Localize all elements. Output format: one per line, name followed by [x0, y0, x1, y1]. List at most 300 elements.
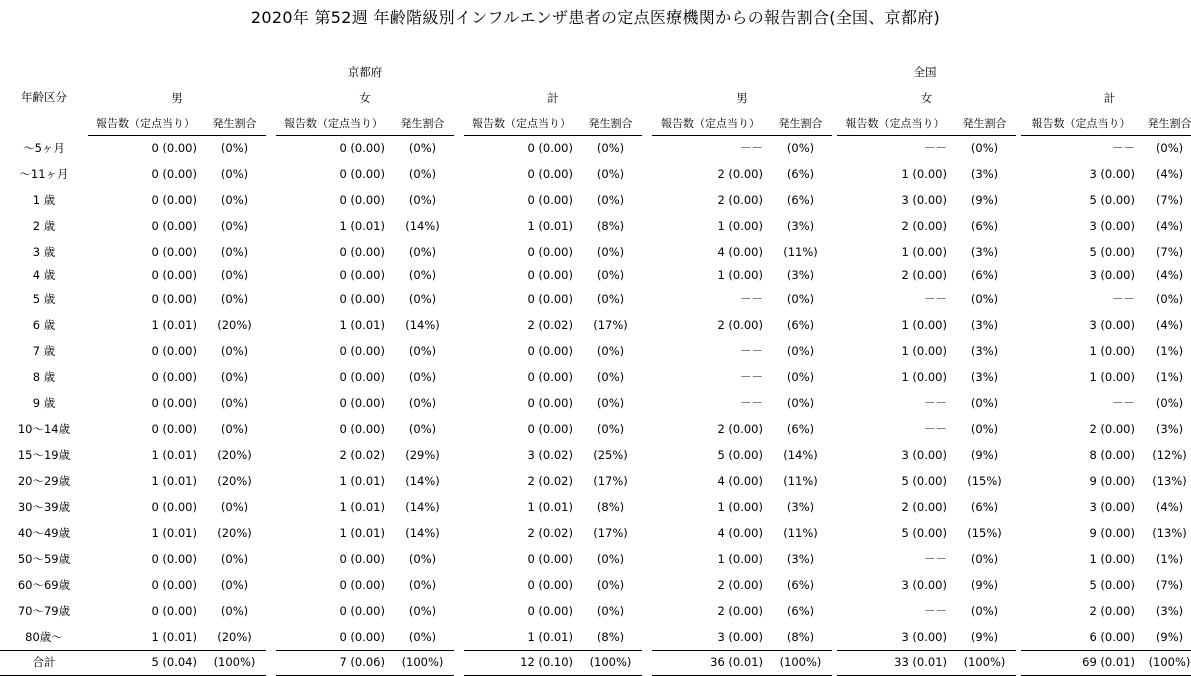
incidence-ratio-cell: (8%)	[596, 218, 625, 233]
incidence-ratio-cell: (0%)	[970, 551, 999, 566]
incidence-ratio-cell: (0%)	[1155, 291, 1184, 306]
report-count-cell: 0 (0.00)	[151, 395, 197, 410]
report-count-cell: 0 (0.00)	[527, 369, 573, 384]
column-gap	[642, 521, 652, 547]
report-count-cell: 5 (0.00)	[901, 473, 947, 488]
report-count-cell: 0 (0.00)	[339, 141, 385, 155]
incidence-ratio-cell: (0%)	[596, 395, 625, 410]
column-gap	[266, 599, 276, 625]
report-count-cell: －－	[740, 291, 763, 306]
column-gap	[454, 287, 464, 313]
incidence-ratio-cell: (14%)	[405, 317, 440, 332]
table-row	[0, 287, 1191, 313]
incidence-ratio-cell: (0%)	[596, 343, 625, 358]
incidence-ratio-cell: (0%)	[596, 603, 625, 618]
column-gap	[642, 136, 652, 162]
column-gap	[266, 240, 276, 266]
incidence-ratio-cell: (0%)	[596, 268, 625, 283]
incidence-ratio-cell: (0%)	[220, 343, 249, 358]
incidence-ratio-cell: (100%)	[953, 651, 1016, 676]
report-count-cell: 0 (0.00)	[527, 395, 573, 410]
sex-header-national-male: 男	[736, 91, 748, 106]
incidence-ratio-cell: (100%)	[769, 651, 832, 676]
incidence-ratio-cell: (8%)	[596, 629, 625, 644]
column-gap	[642, 266, 652, 287]
table-row	[0, 443, 1191, 469]
table-row	[0, 188, 1191, 214]
column-gap	[266, 443, 276, 469]
incidence-ratio-cell: (9%)	[970, 447, 999, 462]
report-count-cell: －－	[924, 395, 947, 410]
report-count-cell: 2 (0.00)	[717, 577, 763, 592]
age-group-cell: 合計	[0, 651, 88, 676]
report-count-cell: 2 (0.00)	[717, 166, 763, 181]
sex-header-kyoto-female: 女	[359, 91, 371, 106]
total-row	[0, 651, 1191, 676]
report-count-cell: 2 (0.02)	[527, 525, 573, 540]
age-group-cell: 40～49歳	[17, 525, 71, 540]
table-row	[0, 313, 1191, 339]
incidence-ratio-cell: (3%)	[786, 551, 815, 566]
incidence-ratio-cell: (7%)	[1155, 192, 1184, 207]
column-gap	[642, 313, 652, 339]
incidence-ratio-cell: (7%)	[1155, 577, 1184, 592]
report-count-cell: 0 (0.00)	[339, 244, 385, 259]
table-row	[0, 469, 1191, 495]
column-gap	[266, 391, 276, 417]
report-count-cell: 1 (0.01)	[339, 218, 385, 233]
age-group-cell: ～5ヶ月	[23, 140, 65, 155]
report-count-cell: 5 (0.00)	[1089, 192, 1135, 207]
incidence-ratio-cell: (0%)	[220, 268, 249, 283]
incidence-ratio-cell: (14%)	[783, 447, 818, 462]
incidence-ratio-cell: (0%)	[220, 291, 249, 306]
incidence-ratio-cell: (11%)	[783, 525, 818, 540]
incidence-ratio-cell: (4%)	[1155, 218, 1184, 233]
incidence-ratio-cell: (3%)	[786, 218, 815, 233]
incidence-ratio-cell: (0%)	[408, 421, 437, 436]
incidence-ratio-cell: (0%)	[970, 421, 999, 436]
report-count-cell: 1 (0.01)	[527, 499, 573, 514]
column-gap	[642, 240, 652, 266]
pct-header: 発生割合	[203, 112, 266, 136]
report-count-cell: 0 (0.00)	[339, 291, 385, 306]
incidence-ratio-cell: (4%)	[1155, 317, 1184, 332]
report-count-cell: 0 (0.00)	[151, 166, 197, 181]
incidence-ratio-cell: (0%)	[408, 166, 437, 181]
report-count-cell: 2 (0.00)	[717, 192, 763, 207]
report-count-cell: 1 (0.00)	[901, 166, 947, 181]
report-count-cell: 0 (0.00)	[339, 343, 385, 358]
age-group-cell: 50～59歳	[17, 551, 71, 566]
report-count-cell: 9 (0.00)	[1089, 525, 1135, 540]
incidence-ratio-cell: (3%)	[970, 343, 999, 358]
incidence-ratio-cell: (0%)	[596, 369, 625, 384]
incidence-ratio-cell: (0%)	[408, 291, 437, 306]
column-gap	[266, 651, 276, 676]
pct-header: 発生割合	[769, 112, 832, 136]
report-count-cell: 0 (0.00)	[339, 603, 385, 618]
report-count-cell: 0 (0.00)	[151, 577, 197, 592]
report-count-cell: 2 (0.00)	[901, 499, 947, 514]
report-count-cell: －－	[924, 141, 947, 155]
report-count-cell: 5 (0.00)	[1089, 244, 1135, 259]
report-count-cell: 5 (0.00)	[1089, 577, 1135, 592]
incidence-ratio-cell: (20%)	[217, 525, 252, 540]
incidence-ratio-cell: (100%)	[1141, 651, 1191, 676]
incidence-ratio-cell: (6%)	[970, 268, 999, 283]
report-count-cell: 0 (0.00)	[339, 577, 385, 592]
incidence-ratio-cell: (14%)	[405, 473, 440, 488]
column-gap	[454, 162, 464, 188]
incidence-ratio-cell: (100%)	[203, 651, 266, 676]
incidence-ratio-cell: (0%)	[596, 421, 625, 436]
age-group-cell: 3 歳	[32, 244, 56, 259]
column-gap	[454, 521, 464, 547]
count-header: 報告数（定点当り）	[464, 112, 579, 136]
report-count-cell: 0 (0.00)	[151, 343, 197, 358]
table-body	[0, 136, 1191, 676]
report-count-cell: 1 (0.00)	[1089, 369, 1135, 384]
count-header: 報告数（定点当り）	[88, 112, 203, 136]
pct-header: 発生割合	[579, 112, 642, 136]
incidence-ratio-cell: (0%)	[408, 369, 437, 384]
page-title: 2020年 第52週 年齢階級別インフルエンザ患者の定点医療機関からの報告割合(全国、京都府)	[250, 8, 941, 27]
incidence-ratio-cell: (25%)	[593, 447, 628, 462]
incidence-ratio-cell: (9%)	[970, 577, 999, 592]
column-gap	[266, 365, 276, 391]
incidence-ratio-cell: (0%)	[786, 395, 815, 410]
column-gap	[266, 214, 276, 240]
report-count-cell: 0 (0.00)	[151, 244, 197, 259]
incidence-ratio-cell: (3%)	[970, 166, 999, 181]
report-count-cell: 8 (0.00)	[1089, 447, 1135, 462]
incidence-ratio-cell: (15%)	[967, 525, 1002, 540]
report-count-cell: 2 (0.02)	[527, 473, 573, 488]
incidence-ratio-cell: (0%)	[408, 629, 437, 644]
incidence-ratio-cell: (0%)	[970, 603, 999, 618]
column-gap	[454, 495, 464, 521]
age-group-cell: 70～79歳	[17, 603, 71, 618]
report-count-cell: 2 (0.00)	[901, 218, 947, 233]
incidence-ratio-cell: (0%)	[786, 291, 815, 306]
incidence-ratio-cell: (6%)	[786, 317, 815, 332]
table-row	[0, 599, 1191, 625]
column-gap	[266, 188, 276, 214]
report-count-cell: －－	[740, 343, 763, 358]
report-count-cell: －－	[1112, 141, 1135, 155]
report-count-cell: 1 (0.01)	[339, 317, 385, 332]
column-gap	[266, 136, 276, 162]
column-gap	[454, 547, 464, 573]
count-header: 報告数（定点当り）	[837, 112, 953, 136]
incidence-ratio-cell: (0%)	[408, 395, 437, 410]
age-group-cell: 6 歳	[32, 317, 56, 332]
report-count-cell: －－	[1112, 395, 1135, 410]
age-group-cell: 10～14歳	[17, 421, 71, 436]
incidence-ratio-cell: (11%)	[783, 244, 818, 259]
column-gap	[642, 625, 652, 651]
incidence-ratio-cell: (4%)	[1155, 499, 1184, 514]
age-group-cell: 5 歳	[32, 291, 56, 306]
incidence-ratio-cell: (11%)	[783, 473, 818, 488]
incidence-ratio-cell: (0%)	[408, 244, 437, 259]
incidence-ratio-cell: (1%)	[1155, 551, 1184, 566]
report-count-cell: 0 (0.00)	[151, 141, 197, 155]
column-gap	[454, 417, 464, 443]
column-gap	[454, 240, 464, 266]
report-count-cell: 1 (0.00)	[717, 551, 763, 566]
column-gap	[266, 417, 276, 443]
report-count-cell: 1 (0.00)	[901, 343, 947, 358]
age-group-cell: ～11ヶ月	[19, 166, 69, 181]
table-row	[0, 495, 1191, 521]
report-count-cell: 0 (0.00)	[339, 166, 385, 181]
incidence-ratio-cell: (0%)	[786, 369, 815, 384]
report-count-cell: 4 (0.00)	[717, 473, 763, 488]
sex-header-kyoto-male: 男	[171, 91, 183, 106]
report-count-cell: 3 (0.00)	[1089, 499, 1135, 514]
report-count-cell: 6 (0.00)	[1089, 629, 1135, 644]
report-count-cell: －－	[924, 421, 947, 436]
incidence-ratio-cell: (17%)	[593, 317, 628, 332]
incidence-ratio-cell: (0%)	[408, 551, 437, 566]
report-count-cell: 1 (0.00)	[901, 369, 947, 384]
report-count-cell: 1 (0.01)	[339, 499, 385, 514]
table-row	[0, 266, 1191, 287]
column-gap	[642, 469, 652, 495]
report-count-cell: 0 (0.00)	[151, 551, 197, 566]
column-gap	[642, 547, 652, 573]
report-count-cell: 0 (0.00)	[151, 421, 197, 436]
incidence-ratio-cell: (0%)	[408, 603, 437, 618]
age-group-cell: 7 歳	[32, 343, 56, 358]
report-count-cell: 5 (0.00)	[717, 447, 763, 462]
incidence-ratio-cell: (0%)	[596, 166, 625, 181]
incidence-ratio-cell: (4%)	[1155, 166, 1184, 181]
incidence-ratio-cell: (6%)	[970, 499, 999, 514]
column-gap	[454, 365, 464, 391]
report-count-cell: 3 (0.00)	[1089, 166, 1135, 181]
column-gap	[266, 266, 276, 287]
incidence-ratio-cell: (0%)	[408, 192, 437, 207]
table-row	[0, 547, 1191, 573]
incidence-ratio-cell: (20%)	[217, 317, 252, 332]
column-gap	[454, 625, 464, 651]
column-gap	[454, 391, 464, 417]
incidence-ratio-cell: (0%)	[220, 603, 249, 618]
report-count-cell: 69 (0.01)	[1021, 651, 1141, 676]
report-count-cell: 3 (0.00)	[901, 192, 947, 207]
incidence-ratio-cell: (6%)	[786, 166, 815, 181]
report-count-cell: 0 (0.00)	[527, 603, 573, 618]
incidence-ratio-cell: (0%)	[596, 291, 625, 306]
column-gap	[266, 313, 276, 339]
report-count-cell: 2 (0.02)	[339, 447, 385, 462]
incidence-ratio-cell: (15%)	[967, 473, 1002, 488]
report-count-cell: 3 (0.00)	[1089, 218, 1135, 233]
age-group-cell: 15～19歳	[17, 447, 71, 462]
incidence-ratio-cell: (3%)	[970, 317, 999, 332]
age-group-cell: 1 歳	[32, 192, 56, 207]
incidence-ratio-cell: (20%)	[217, 447, 252, 462]
report-count-cell: 0 (0.00)	[527, 192, 573, 207]
report-count-cell: 0 (0.00)	[151, 369, 197, 384]
report-count-cell: 33 (0.01)	[837, 651, 953, 676]
age-group-cell: 2 歳	[32, 218, 56, 233]
age-group-cell: 8 歳	[32, 369, 56, 384]
report-count-cell: 0 (0.00)	[339, 192, 385, 207]
report-count-cell: 1 (0.00)	[1089, 343, 1135, 358]
table-row	[0, 339, 1191, 365]
incidence-ratio-cell: (14%)	[405, 218, 440, 233]
incidence-ratio-cell: (1%)	[1155, 369, 1184, 384]
table-row	[0, 573, 1191, 599]
table-row	[0, 417, 1191, 443]
count-header: 報告数（定点当り）	[652, 112, 769, 136]
incidence-ratio-cell: (3%)	[786, 268, 815, 283]
report-count-cell: 2 (0.00)	[717, 421, 763, 436]
incidence-ratio-cell: (0%)	[408, 141, 437, 155]
report-count-cell: 3 (0.00)	[901, 629, 947, 644]
report-count-cell: －－	[924, 603, 947, 618]
report-count-cell: 0 (0.00)	[151, 291, 197, 306]
report-count-cell: 1 (0.01)	[151, 317, 197, 332]
incidence-ratio-cell: (0%)	[220, 551, 249, 566]
report-count-cell: 1 (0.01)	[339, 525, 385, 540]
column-gap	[642, 339, 652, 365]
incidence-ratio-cell: (0%)	[596, 141, 625, 155]
sex-header-national-total: 計	[1103, 91, 1116, 106]
report-count-cell: 1 (0.00)	[1089, 551, 1135, 566]
column-gap	[266, 287, 276, 313]
incidence-ratio-cell: (0%)	[220, 141, 249, 155]
incidence-ratio-cell: (3%)	[970, 369, 999, 384]
table-row	[0, 162, 1191, 188]
incidence-ratio-cell: (0%)	[408, 268, 437, 283]
incidence-ratio-cell: (9%)	[970, 192, 999, 207]
report-count-cell: 2 (0.02)	[527, 317, 573, 332]
incidence-ratio-cell: (13%)	[1152, 525, 1187, 540]
table-row	[0, 391, 1191, 417]
incidence-ratio-cell: (0%)	[970, 395, 999, 410]
column-gap	[642, 214, 652, 240]
report-count-cell: －－	[924, 291, 947, 306]
report-count-cell: 1 (0.01)	[151, 629, 197, 644]
report-count-cell: 3 (0.02)	[527, 447, 573, 462]
report-count-cell: 2 (0.00)	[1089, 421, 1135, 436]
incidence-ratio-cell: (0%)	[596, 577, 625, 592]
count-header: 報告数（定点当り）	[1021, 112, 1141, 136]
column-gap	[266, 469, 276, 495]
report-count-cell: 1 (0.01)	[151, 473, 197, 488]
count-header: 報告数（定点当り）	[276, 112, 391, 136]
column-gap	[642, 417, 652, 443]
incidence-ratio-cell: (1%)	[1155, 343, 1184, 358]
table-row	[0, 214, 1191, 240]
incidence-ratio-cell: (6%)	[970, 218, 999, 233]
incidence-ratio-cell: (13%)	[1152, 473, 1187, 488]
column-gap	[454, 573, 464, 599]
report-count-cell: 0 (0.00)	[339, 551, 385, 566]
incidence-ratio-cell: (0%)	[786, 141, 815, 155]
report-count-cell: 0 (0.00)	[527, 268, 573, 283]
report-count-cell: 1 (0.01)	[151, 525, 197, 540]
incidence-ratio-cell: (9%)	[970, 629, 999, 644]
age-group-cell: 80歳～	[25, 629, 63, 644]
column-gap	[642, 495, 652, 521]
report-count-cell: －－	[924, 551, 947, 566]
column-gap	[454, 469, 464, 495]
incidence-ratio-cell: (17%)	[593, 525, 628, 540]
report-count-cell: 0 (0.00)	[151, 192, 197, 207]
table-row	[0, 625, 1191, 651]
incidence-ratio-cell: (3%)	[786, 499, 815, 514]
report-count-cell: 0 (0.00)	[339, 421, 385, 436]
column-gap	[642, 365, 652, 391]
incidence-ratio-cell: (20%)	[217, 629, 252, 644]
report-count-cell: 7 (0.06)	[276, 651, 391, 676]
report-count-cell: 0 (0.00)	[527, 166, 573, 181]
report-count-cell: 1 (0.01)	[527, 629, 573, 644]
region-header-national: 全国	[913, 65, 937, 80]
report-count-cell: 3 (0.00)	[901, 447, 947, 462]
incidence-ratio-cell: (0%)	[1155, 141, 1184, 155]
report-count-cell: 3 (0.00)	[1089, 268, 1135, 283]
report-count-cell: 5 (0.04)	[88, 651, 203, 676]
column-gap	[454, 339, 464, 365]
incidence-ratio-cell: (0%)	[220, 577, 249, 592]
incidence-ratio-cell: (0%)	[220, 499, 249, 514]
incidence-ratio-cell: (6%)	[786, 603, 815, 618]
report-count-cell: 3 (0.00)	[717, 629, 763, 644]
report-count-cell: －－	[1112, 291, 1135, 306]
report-count-cell: 12 (0.10)	[464, 651, 579, 676]
report-count-cell: 1 (0.01)	[151, 447, 197, 462]
report-count-cell: 0 (0.00)	[527, 343, 573, 358]
report-count-cell: 0 (0.00)	[151, 499, 197, 514]
column-gap	[454, 266, 464, 287]
column-gap	[266, 339, 276, 365]
table-row	[0, 136, 1191, 162]
report-count-cell: 0 (0.00)	[339, 268, 385, 283]
incidence-ratio-cell: (14%)	[405, 499, 440, 514]
incidence-ratio-cell: (3%)	[1155, 603, 1184, 618]
influenza-report-table	[0, 60, 1191, 676]
report-count-cell: 0 (0.00)	[527, 244, 573, 259]
report-count-cell: 0 (0.00)	[151, 218, 197, 233]
incidence-ratio-cell: (8%)	[596, 499, 625, 514]
report-count-cell: 1 (0.01)	[339, 473, 385, 488]
table-row	[0, 521, 1191, 547]
report-count-cell: 0 (0.00)	[151, 268, 197, 283]
incidence-ratio-cell: (6%)	[786, 192, 815, 207]
column-gap	[642, 188, 652, 214]
age-group-cell: 9 歳	[32, 395, 56, 410]
incidence-ratio-cell: (0%)	[1155, 395, 1184, 410]
column-gap	[642, 599, 652, 625]
column-gap	[454, 188, 464, 214]
incidence-ratio-cell: (100%)	[391, 651, 454, 676]
age-group-cell: 30～39歳	[17, 499, 71, 514]
report-count-cell: －－	[740, 141, 763, 155]
incidence-ratio-cell: (0%)	[596, 192, 625, 207]
incidence-ratio-cell: (29%)	[405, 447, 440, 462]
column-gap	[266, 495, 276, 521]
report-count-cell: 3 (0.00)	[1089, 317, 1135, 332]
incidence-ratio-cell: (6%)	[786, 577, 815, 592]
pct-header: 発生割合	[953, 112, 1016, 136]
